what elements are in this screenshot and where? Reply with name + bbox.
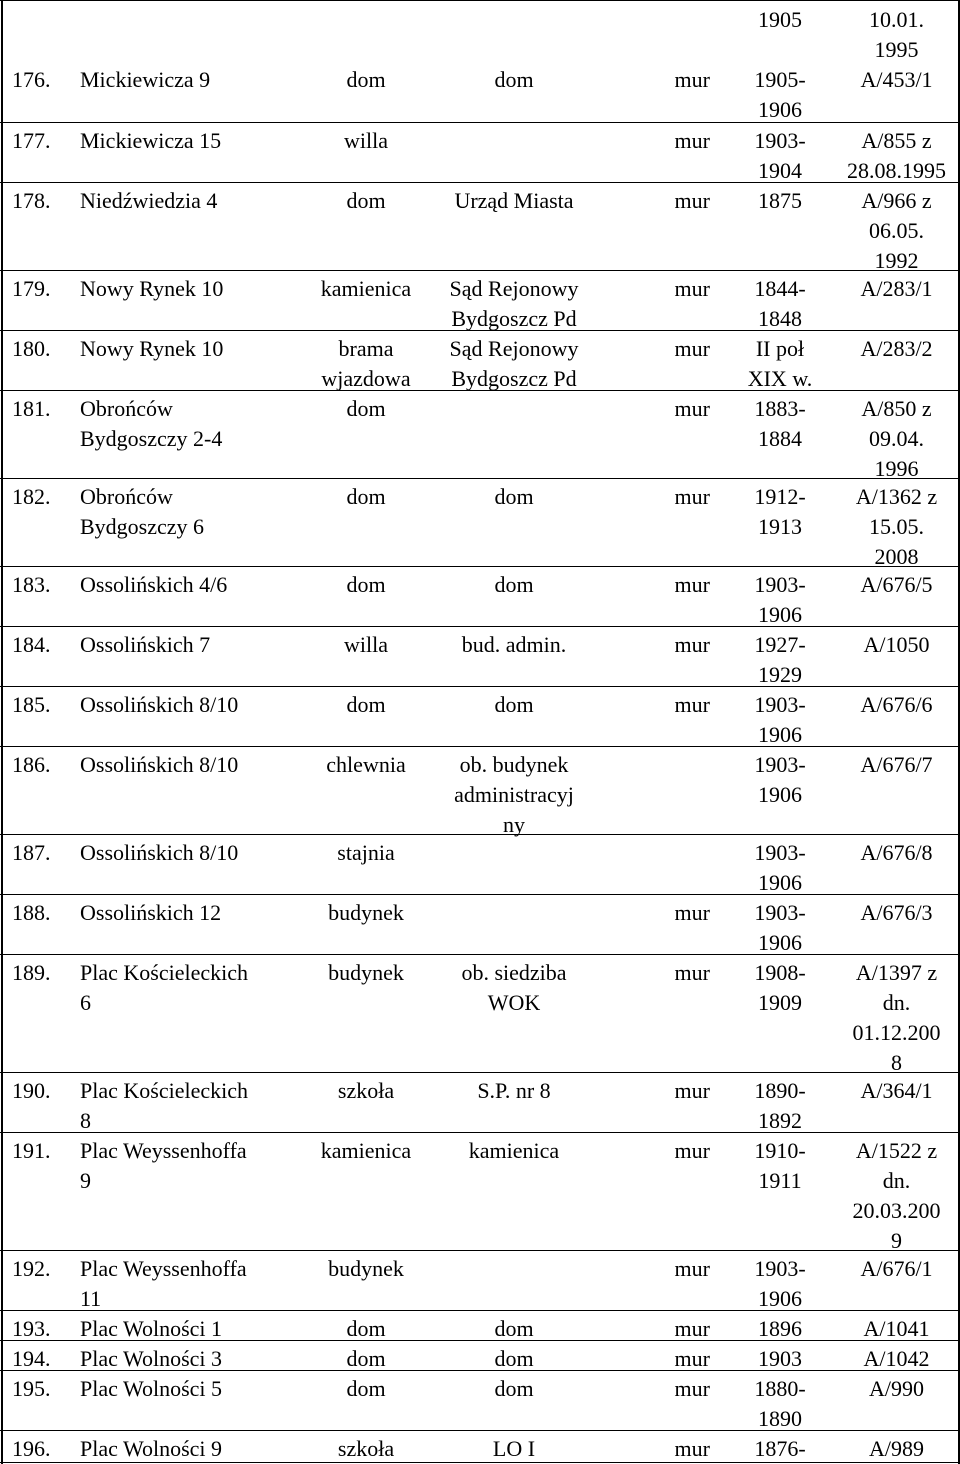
building-type-cell: dom xyxy=(346,1346,386,1371)
table-row xyxy=(0,62,960,122)
row-number-cell: 179. xyxy=(12,276,51,301)
row-number-cell: 188. xyxy=(12,900,51,925)
current-use-cell: dom xyxy=(494,67,534,92)
date-cell: 1912- 1913 xyxy=(754,484,806,539)
row-number-cell: 183. xyxy=(12,572,51,597)
register-cell: A/1522 z dn. 20.03.200 9 xyxy=(852,1138,941,1253)
row-number-cell: 178. xyxy=(12,188,51,213)
register-cell: A/283/1 xyxy=(860,276,933,301)
material-cell: mur xyxy=(674,900,710,925)
row-number-cell: 185. xyxy=(12,692,51,717)
row-number-cell: 196. xyxy=(12,1436,51,1461)
building-type-cell: budynek xyxy=(328,1256,404,1281)
register-cell: A/676/8 xyxy=(860,840,933,865)
address-cell: Ossolińskich 8/10 xyxy=(80,752,239,777)
table-row xyxy=(0,1250,960,1311)
table-row xyxy=(0,626,960,687)
address-cell: Obrońców Bydgoszczy 2-4 xyxy=(80,396,223,451)
row-number-cell: 194. xyxy=(12,1346,51,1371)
date-cell: 1903- 1904 xyxy=(754,128,806,183)
row-number-cell: 176. xyxy=(12,67,51,92)
row-number-cell: 195. xyxy=(12,1376,51,1401)
row-number-cell: 190. xyxy=(12,1078,51,1103)
address-cell: Plac Wolności 5 xyxy=(80,1376,223,1401)
current-use-cell: ob. siedziba WOK xyxy=(461,960,567,1015)
material-cell: mur xyxy=(674,1316,710,1341)
address-cell: Ossolińskich 7 xyxy=(80,632,211,657)
material-cell: mur xyxy=(674,396,710,421)
date-cell: 1876- xyxy=(754,1436,806,1461)
date-cell: 1903- 1906 xyxy=(754,900,806,955)
current-use-cell: LO I xyxy=(492,1436,536,1461)
building-type-cell: brama wjazdowa xyxy=(321,336,411,391)
date-cell: 1903- 1906 xyxy=(754,1256,806,1311)
building-type-cell: dom xyxy=(346,692,386,717)
current-use-cell: Urząd Miasta xyxy=(454,188,574,213)
register-cell: A/1050 xyxy=(863,632,930,657)
row-number-cell: 180. xyxy=(12,336,51,361)
address-cell: Mickiewicza 9 xyxy=(80,67,211,92)
address-cell: Nowy Rynek 10 xyxy=(80,336,224,361)
current-use-cell: dom xyxy=(494,1376,534,1401)
date-cell: 1927- 1929 xyxy=(754,632,806,687)
row-number-cell: 191. xyxy=(12,1138,51,1163)
table-row xyxy=(0,122,960,183)
current-use-cell: dom xyxy=(494,692,534,717)
date-cell: 1905 xyxy=(758,7,802,32)
address-cell: Niedźwiedzia 4 xyxy=(80,188,218,213)
building-type-cell: dom xyxy=(346,572,386,597)
date-cell: 1910- 1911 xyxy=(754,1138,806,1193)
row-number-cell: 187. xyxy=(12,840,51,865)
address-cell: Ossolińskich 8/10 xyxy=(80,840,239,865)
table-row xyxy=(0,270,960,331)
date-cell: 1903- 1906 xyxy=(754,692,806,747)
register-cell: A/1041 xyxy=(863,1316,930,1341)
address-cell: Plac Weyssenhoffa 11 xyxy=(80,1256,247,1311)
row-number-cell: 177. xyxy=(12,128,51,153)
row-number-cell: 189. xyxy=(12,960,51,985)
register-cell: A/676/7 xyxy=(860,752,933,777)
current-use-cell: Sąd Rejonowy Bydgoszcz Pd xyxy=(449,336,579,391)
table-row xyxy=(0,746,960,835)
building-type-cell: dom xyxy=(346,1316,386,1341)
table-row xyxy=(0,566,960,627)
row-number-cell: 193. xyxy=(12,1316,51,1341)
register-cell: A/676/6 xyxy=(860,692,933,717)
table-row xyxy=(0,1340,960,1371)
date-cell: 1880- 1890 xyxy=(754,1376,806,1431)
table-bottom-border xyxy=(0,1462,960,1463)
current-use-cell: ob. budynek administracyj ny xyxy=(454,752,574,837)
register-cell: A/676/5 xyxy=(860,572,933,597)
building-type-cell: szkoła xyxy=(337,1078,395,1103)
building-type-cell: stajnia xyxy=(337,840,395,865)
table-row xyxy=(0,1132,960,1251)
date-cell: II poł XIX w. xyxy=(747,336,813,391)
table-row xyxy=(0,834,960,895)
date-cell: 1896 xyxy=(758,1316,802,1341)
current-use-cell: S.P. nr 8 xyxy=(477,1078,551,1103)
current-use-cell: dom xyxy=(494,1346,534,1371)
table-row-fragment xyxy=(0,0,960,63)
address-cell: Ossolińskich 4/6 xyxy=(80,572,228,597)
building-type-cell: chlewnia xyxy=(326,752,406,777)
building-type-cell: budynek xyxy=(328,960,404,985)
material-cell: mur xyxy=(674,128,710,153)
material-cell: mur xyxy=(674,960,710,985)
material-cell: mur xyxy=(674,336,710,361)
address-cell: Plac Wolności 3 xyxy=(80,1346,223,1371)
register-cell: A/966 z 06.05. 1992 xyxy=(861,188,932,273)
table-row xyxy=(0,1310,960,1341)
table-row xyxy=(0,686,960,747)
table-row xyxy=(0,894,960,955)
register-cell: A/850 z 09.04. 1996 xyxy=(861,396,932,481)
register-cell: A/1397 z dn. 01.12.200 8 xyxy=(852,960,941,1075)
register-cell: A/1362 z 15.05. 2008 xyxy=(855,484,938,569)
date-cell: 1905- 1906 xyxy=(754,67,806,122)
date-cell: 1883- 1884 xyxy=(754,396,806,451)
date-cell: 1890- 1892 xyxy=(754,1078,806,1133)
building-type-cell: dom xyxy=(346,1376,386,1401)
material-cell: mur xyxy=(674,188,710,213)
material-cell: mur xyxy=(674,692,710,717)
material-cell: mur xyxy=(674,1138,710,1163)
table-row xyxy=(0,182,960,271)
date-cell: 1903- 1906 xyxy=(754,572,806,627)
current-use-cell: Sąd Rejonowy Bydgoszcz Pd xyxy=(449,276,579,331)
material-cell: mur xyxy=(674,1436,710,1461)
address-cell: Plac Kościeleckich 6 xyxy=(80,960,248,1015)
date-cell: 1903- 1906 xyxy=(754,840,806,895)
row-number-cell: 184. xyxy=(12,632,51,657)
date-cell: 1908- 1909 xyxy=(754,960,806,1015)
current-use-cell: dom xyxy=(494,1316,534,1341)
material-cell: mur xyxy=(674,484,710,509)
address-cell: Obrońców Bydgoszczy 6 xyxy=(80,484,205,539)
current-use-cell: dom xyxy=(494,484,534,509)
table-row xyxy=(0,954,960,1073)
table-row xyxy=(0,330,960,391)
building-type-cell: dom xyxy=(346,188,386,213)
register-cell: A/676/3 xyxy=(860,900,933,925)
material-cell: mur xyxy=(674,67,710,92)
address-cell: Plac Wolności 9 xyxy=(80,1436,223,1461)
row-number-cell: 182. xyxy=(12,484,51,509)
material-cell: mur xyxy=(674,632,710,657)
material-cell: mur xyxy=(674,572,710,597)
row-number-cell: 192. xyxy=(12,1256,51,1281)
building-type-cell: kamienica xyxy=(320,276,412,301)
date-cell: 1844- 1848 xyxy=(754,276,806,331)
date-cell: 1903 xyxy=(758,1346,802,1371)
material-cell: mur xyxy=(674,276,710,301)
register-cell: A/855 z 28.08.1995 xyxy=(847,128,946,183)
register-cell: A/364/1 xyxy=(860,1078,933,1103)
material-cell: mur xyxy=(674,1376,710,1401)
address-cell: Nowy Rynek 10 xyxy=(80,276,224,301)
building-type-cell: dom xyxy=(346,67,386,92)
table-row xyxy=(0,390,960,479)
building-type-cell: szkoła xyxy=(337,1436,395,1461)
current-use-cell: kamienica xyxy=(468,1138,560,1163)
register-cell: 10.01. 1995 xyxy=(869,7,924,62)
address-cell: Ossolińskich 8/10 xyxy=(80,692,239,717)
address-cell: Ossolińskich 12 xyxy=(80,900,222,925)
date-cell: 1875 xyxy=(758,188,802,213)
register-cell: A/1042 xyxy=(863,1346,930,1371)
building-type-cell: budynek xyxy=(328,900,404,925)
building-type-cell: dom xyxy=(346,396,386,421)
building-type-cell: willa xyxy=(344,632,388,657)
material-cell: mur xyxy=(674,1346,710,1371)
material-cell: mur xyxy=(674,1078,710,1103)
table-row xyxy=(0,1072,960,1133)
building-type-cell: kamienica xyxy=(320,1138,412,1163)
building-type-cell: willa xyxy=(344,128,388,153)
register-cell: A/989 xyxy=(869,1436,924,1461)
row-number-cell: 181. xyxy=(12,396,51,421)
register-cell: A/453/1 xyxy=(860,67,933,92)
table-row xyxy=(0,478,960,567)
material-cell: mur xyxy=(674,1256,710,1281)
building-type-cell: dom xyxy=(346,484,386,509)
address-cell: Mickiewicza 15 xyxy=(80,128,222,153)
table-row xyxy=(0,1370,960,1431)
address-cell: Plac Weyssenhoffa 9 xyxy=(80,1138,247,1193)
current-use-cell: bud. admin. xyxy=(461,632,567,657)
date-cell: 1903- 1906 xyxy=(754,752,806,807)
current-use-cell: dom xyxy=(494,572,534,597)
table-row xyxy=(0,1430,960,1463)
register-cell: A/283/2 xyxy=(860,336,933,361)
register-cell: A/676/1 xyxy=(860,1256,933,1281)
row-number-cell: 186. xyxy=(12,752,51,777)
address-cell: Plac Wolności 1 xyxy=(80,1316,223,1341)
register-cell: A/990 xyxy=(869,1376,924,1401)
address-cell: Plac Kościeleckich 8 xyxy=(80,1078,248,1133)
